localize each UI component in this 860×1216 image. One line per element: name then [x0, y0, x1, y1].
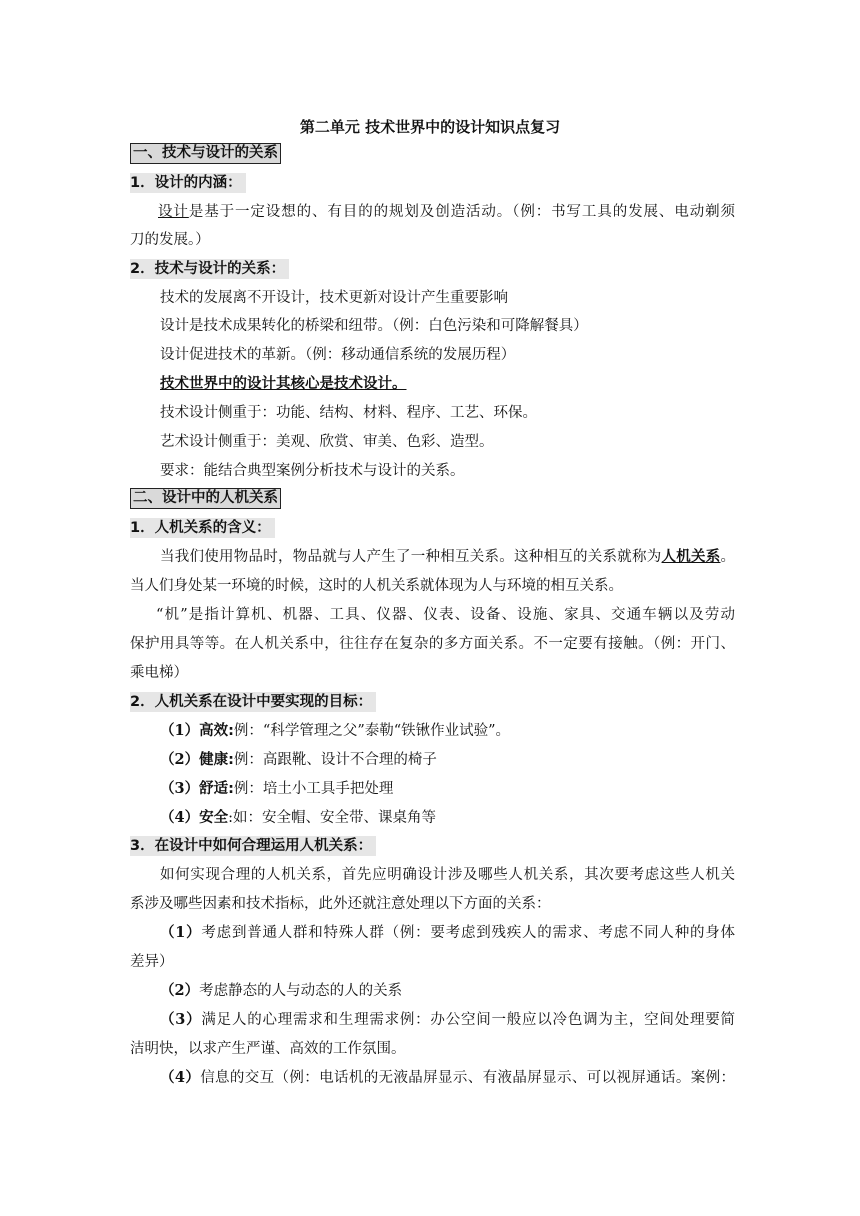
- core-statement: 技术世界中的设计其核心是技术设计。: [160, 376, 407, 392]
- text-span: 。: [720, 549, 735, 565]
- hm-paragraph2-line2: 保护用具等等。在人机关系中，往往存在复杂的多方面关系。不一定要有接触。（例：开门、: [130, 636, 735, 652]
- relation-line-4: 技术设计侧重于：功能、结构、材料、程序、工艺、环保。: [160, 405, 537, 421]
- goal-number: （4）: [160, 809, 200, 826]
- item-text: 满足人的心理需求和生理需求例：办公空间一般应以冷色调为主，空间处理要简: [201, 1012, 736, 1028]
- goal-number: （3）: [160, 780, 200, 797]
- paragraph-design-line2: 刀的发展。）: [130, 232, 210, 248]
- goal-text: 例：“科学管理之父”泰勒“铁锹作业试验”。: [233, 723, 511, 739]
- hm-paragraph2-line1: “机”是指计算机、机器、工具、仪器、仪表、设备、设施、家具、交通车辆以及劳动: [156, 607, 735, 623]
- page-title: 第二单元 技术世界中的设计知识点复习: [299, 118, 561, 136]
- item-text: 信息的交互（例：电话机的无液晶屏显示、有液晶屏显示、可以视屏通话。案例：: [200, 1070, 735, 1086]
- relation-line-3: 设计促进技术的革新。（例：移动通信系统的发展历程）: [160, 347, 516, 363]
- goal-number: （1）: [160, 722, 200, 739]
- item-number: （1）: [160, 924, 202, 941]
- item-number: （2）: [160, 982, 200, 999]
- text-span: 当我们使用物品时，物品就与人产生了一种相互关系。这种相互的关系就称为: [160, 549, 662, 565]
- goal-name: 高效:: [199, 723, 234, 739]
- item-number: （4）: [160, 1069, 201, 1086]
- subheading-hm-meaning: 1．人机关系的含义：: [130, 518, 275, 538]
- goal-item: [160, 750, 765, 770]
- consider-item: [160, 1068, 735, 1088]
- goal-item: [160, 721, 765, 741]
- goal-name: 安全: [199, 810, 229, 826]
- goal-text: :如：安全帽、安全带、课桌角等: [228, 810, 436, 826]
- item-text: 考虑到普通人群和特殊人群（例：要考虑到残疾人的需求、考虑不同人种的身体: [201, 925, 736, 941]
- term-design: 设计: [158, 204, 189, 220]
- consider-item: [160, 923, 735, 943]
- consider-item-continued: 洁明快，以求产生严谨、高效的工作氛围。: [130, 1041, 406, 1057]
- section-heading-human-machine: 二、设计中的人机关系: [130, 488, 281, 509]
- paragraph-design-line1: [158, 202, 735, 222]
- consider-item: [160, 1010, 735, 1030]
- item-number: （3）: [160, 1011, 202, 1028]
- subheading-hm-application: 3．在设计中如何合理运用人机关系：: [130, 836, 376, 856]
- relation-line-6: 要求：能结合典型案例分析技术与设计的关系。: [160, 463, 465, 479]
- hm-paragraph3-line2: 系涉及哪些因素和技术指标，此外还就注意处理以下方面的关系：: [130, 896, 551, 912]
- subheading-hm-goals: 2．人机关系在设计中要实现的目标：: [130, 692, 376, 712]
- goal-text: 例：培土小工具手把处理: [233, 781, 394, 797]
- item-text: 考虑静态的人与动态的人的关系: [199, 983, 403, 999]
- term-human-machine: 人机关系: [661, 549, 721, 565]
- relation-line-2: 设计是技术成果转化的桥梁和纽带。（例：白色污染和可降解餐具）: [160, 318, 588, 334]
- relation-line-5: 艺术设计侧重于：美观、欣赏、审美、色彩、造型。: [160, 434, 494, 450]
- consider-item: [160, 981, 765, 1001]
- goal-item: [160, 808, 765, 828]
- goal-text: 例：高跟靴、设计不合理的椅子: [233, 752, 437, 768]
- goal-item: [160, 779, 765, 799]
- goal-name: 健康:: [199, 752, 234, 768]
- subheading-tech-design-relation: 2．技术与设计的关系：: [130, 259, 289, 279]
- consider-item-continued: 差异）: [130, 954, 174, 970]
- goal-name: 舒适:: [199, 781, 234, 797]
- hm-paragraph2-line3: 乘电梯）: [130, 665, 188, 681]
- hm-paragraph3-line1: 如何实现合理的人机关系，首先应明确设计涉及哪些人机关系，其次要考虑这些人机关: [160, 867, 735, 883]
- subheading-design-meaning: 1．设计的内涵：: [130, 173, 246, 193]
- goal-number: （2）: [160, 751, 200, 768]
- section-heading-tech-design: 一、技术与设计的关系: [130, 143, 281, 164]
- hm-paragraph1-line1: [160, 547, 735, 567]
- relation-line-1: 技术的发展离不开设计，技术更新对设计产生重要影响: [160, 290, 508, 306]
- hm-paragraph1-line2: 当人们身处某一环境的时候，这时的人机关系就体现为人与环境的相互关系。: [130, 578, 623, 594]
- text-span: 是基于一定设想的、有目的的规划及创造活动。（例：书写工具的发展、电动剃须: [188, 204, 736, 220]
